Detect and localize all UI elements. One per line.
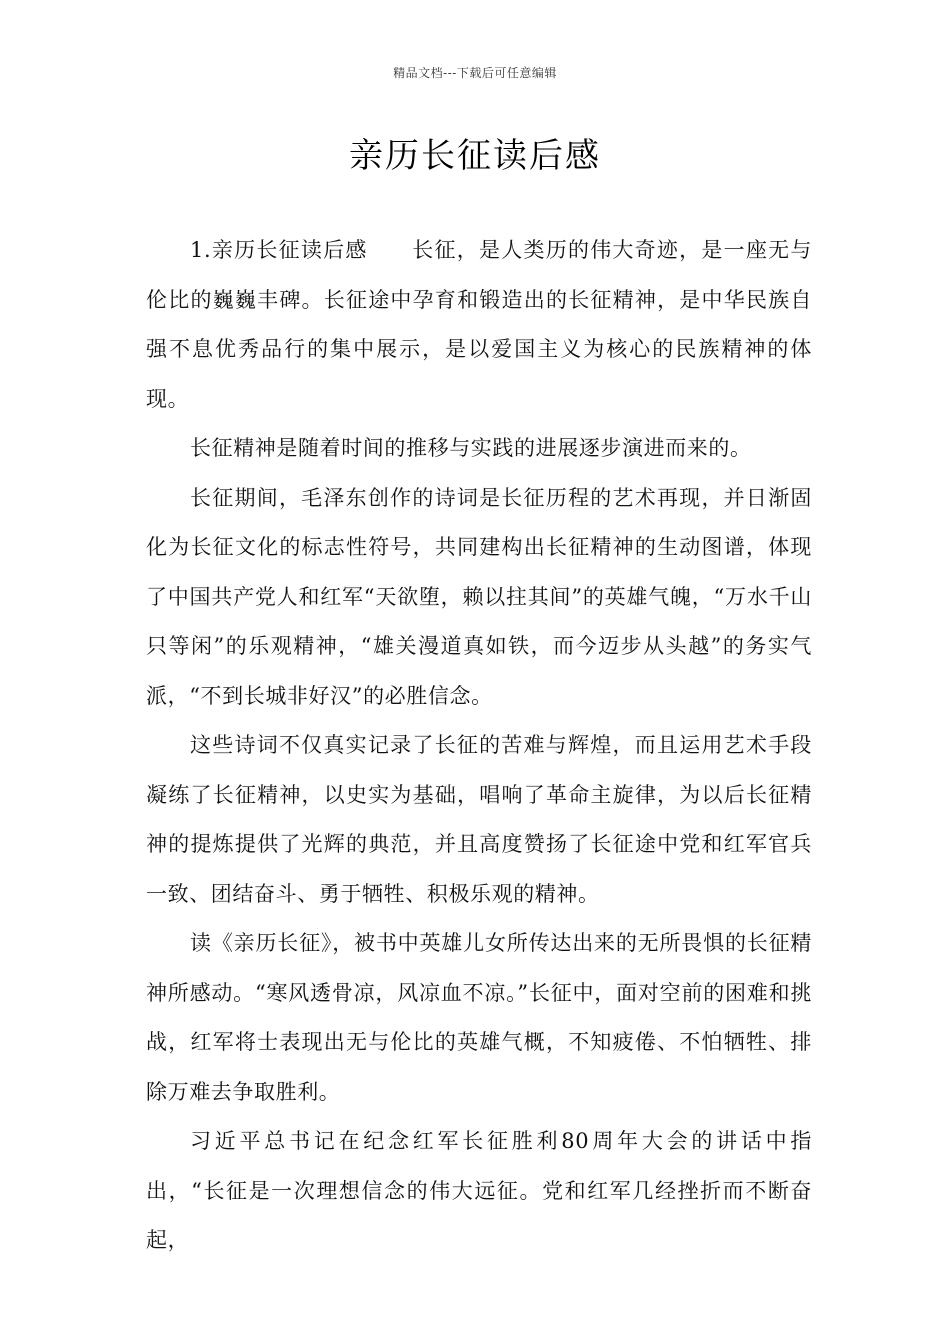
- paragraph: 长征精神是随着时间的推移与实践的进展逐步演进而来的。: [190, 436, 752, 460]
- document-body: [146, 226, 812, 1266]
- paragraph-text: 长征，是人类历的伟大奇迹，是一座无与伦比的巍巍丰碑。长征途中孕育和锻造出的长征精神，是中华民族自强不息优秀品行的集中展示，是以爱国主义为核心的民族精神的体现。: [146, 238, 812, 411]
- paragraph: [146, 226, 812, 424]
- paragraph: 习近平总书记在纪念红军长征胜利80周年大会的讲话中指出，“长征是一次理想信念的伟大远征。党和红军几经挫折而不断奋起，: [146, 1129, 812, 1252]
- header-note: 精品文档---下载后可任意编辑: [393, 66, 557, 80]
- document-title: 亲历长征读后感: [349, 136, 601, 176]
- paragraph: 长征期间，毛泽东创作的诗词是长征历程的艺术再现，并日渐固化为长征文化的标志性符号，共同建构出长征精神的生动图谱，体现了中国共产党人和红军“天欲堕，赖以拄其间”的英雄气魄，“万水千山只等闲”的乐观精神，“雄关漫道真如铁，而今迈步从头越”的务实气派，“不到长城非好汉”的必胜信念。: [146, 485, 812, 708]
- paragraph: 读《亲历长征》，被书中英雄儿女所传达出来的无所畏惧的长征精神所感动。“寒风透骨凉，风凉血不凉。”长征中，面对空前的困难和挑战，红军将士表现出无与伦比的英雄气概，不知疲倦、不怕牺牲、排除万难去争取胜利。: [146, 931, 812, 1104]
- paragraph: 这些诗词不仅真实记录了长征的苦难与辉煌，而且运用艺术手段凝练了长征精神，以史实为基础，唱响了革命主旋律，为以后长征精神的提炼提供了光辉的典范，并且高度赞扬了长征途中党和红军官兵一致、团结奋斗、勇于牺牲、积极乐观的精神。: [146, 733, 812, 906]
- paragraph-lead: 1.亲历长征读后感: [190, 238, 368, 262]
